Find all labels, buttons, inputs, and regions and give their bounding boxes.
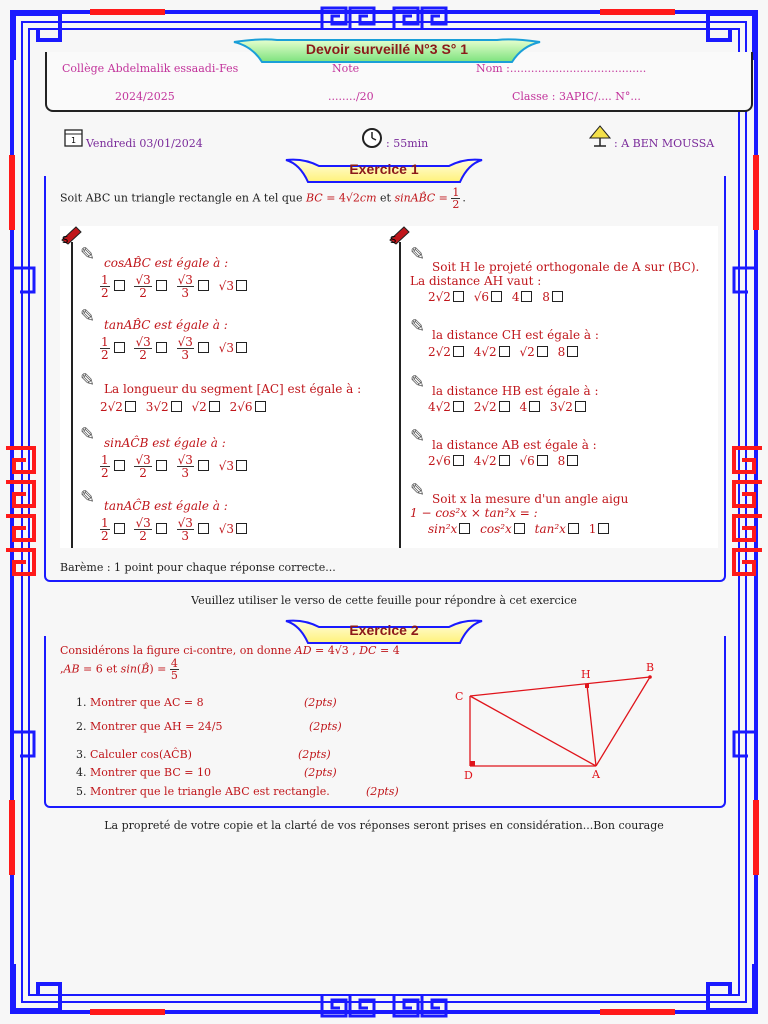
checkbox[interactable]	[552, 291, 563, 302]
item-text: Montrer que BC = 10	[90, 766, 211, 779]
checkbox[interactable]	[491, 291, 502, 302]
pencil-icon	[60, 224, 84, 246]
page-title: Devoir surveillé N°3 S° 1	[305, 41, 469, 57]
item-points: (2pts)	[366, 785, 399, 798]
checkbox[interactable]	[453, 455, 464, 466]
answer-options: 2√2 3√2 √2 2√6	[100, 400, 272, 414]
item-text: Montrer que AH = 24/5	[90, 720, 223, 733]
question-item	[76, 766, 211, 779]
calendar-icon	[64, 128, 84, 148]
label-b: B	[646, 661, 655, 674]
exercise-2-title: Exercice 2	[349, 622, 419, 638]
clock-icon	[361, 127, 383, 149]
teacher-name: : A BEN MOUSSA	[614, 137, 715, 150]
svg-text:1: 1	[70, 136, 77, 145]
answer-options: $\frac{1}{2}$ $\frac{√3}{2}$ $\frac{√3}{3}$ √3	[100, 274, 253, 299]
question-text: la distance CH est égale à :	[432, 328, 599, 342]
exam-date: Vendredi 03/01/2024	[86, 137, 203, 150]
segment-ca	[470, 696, 596, 766]
exercise-1-title: Exercice 1	[349, 161, 419, 177]
checkbox[interactable]	[575, 401, 586, 412]
checkbox[interactable]	[156, 342, 167, 353]
checkbox[interactable]	[567, 455, 578, 466]
teacher-icon	[589, 124, 611, 148]
school-year: 2024/2025	[115, 90, 175, 103]
answer-options: 4√2 2√2 4 3√2	[428, 400, 592, 414]
geometry-figure	[450, 658, 670, 788]
intro-text: Considérons la figure ci-contre, on donne	[60, 644, 292, 657]
checkbox[interactable]	[236, 280, 247, 291]
question-text: La longueur du segment [AC] est égale à :	[104, 382, 362, 396]
exercise-1-intro: Soit ABC un triangle rectangle en A tel que BC = 4√2cm et sinAB̂C = $\frac{1}{2}$ .	[60, 186, 466, 211]
question-text: tanAB̂C est égale à :	[104, 318, 228, 332]
feather-icon: ✎	[410, 316, 426, 337]
question-text-2: 1 − cos²x × tan²x = :	[410, 506, 538, 520]
answer-options: $\frac{1}{2}$ $\frac{√3}{2}$ $\frac{√3}{3}$ √3	[100, 517, 253, 542]
checkbox[interactable]	[499, 455, 510, 466]
score-field: ......../20	[328, 90, 374, 103]
feather-icon: ✎	[410, 372, 426, 393]
question-text: cosAB̂C est égale à :	[104, 256, 229, 270]
feather-icon: ✎	[410, 244, 426, 265]
answer-options: 2√6 4√2 √6 8	[428, 454, 584, 468]
checkbox[interactable]	[567, 346, 578, 357]
question-item	[76, 696, 204, 709]
feather-icon: ✎	[80, 306, 96, 327]
feather-icon: ✎	[80, 244, 96, 265]
feather-icon: ✎	[80, 424, 96, 445]
answer-options: 2√2 4√2 √2 8	[428, 345, 584, 359]
feather-icon: ✎	[410, 480, 426, 501]
verso-note: Veuillez utiliser le verso de cette feuille pour répondre à cet exercice	[191, 594, 577, 607]
checkbox[interactable]	[125, 401, 136, 412]
checkbox[interactable]	[499, 346, 510, 357]
question-text: la distance AB est égale à :	[432, 438, 597, 452]
checkbox[interactable]	[529, 401, 540, 412]
answer-options: sin²x cos²x tan²x 1	[428, 522, 615, 536]
duration: : 55min	[386, 137, 429, 150]
label-c: C	[455, 690, 464, 703]
checkbox[interactable]	[114, 280, 125, 291]
intro-text: Soit ABC un triangle rectangle en A tel que	[60, 191, 303, 205]
checkbox[interactable]	[453, 346, 464, 357]
checkbox[interactable]	[156, 460, 167, 471]
question-text: Soit x la mesure d'un angle aigu	[432, 492, 629, 506]
svg-text:S: S	[390, 235, 397, 246]
checkbox[interactable]	[568, 523, 579, 534]
footer-note: La propreté de votre copie et la clarté de vos réponses seront prises en considération...Bon courage	[104, 819, 664, 832]
label-d: D	[464, 769, 473, 782]
checkbox[interactable]	[537, 346, 548, 357]
bareme: Barème : 1 point pour chaque réponse correcte...	[60, 561, 336, 574]
checkbox[interactable]	[236, 523, 247, 534]
item-number: 3.	[76, 748, 87, 761]
exercise-2-intro: Considérons la figure ci-contre, on donne AD = 4√3 , DC = 4	[60, 644, 400, 657]
checkbox[interactable]	[521, 291, 532, 302]
checkbox[interactable]	[499, 401, 510, 412]
label-a: A	[592, 768, 600, 781]
question-text-2: La distance AH vaut :	[410, 274, 542, 288]
checkbox[interactable]	[209, 401, 220, 412]
question-text: la distance HB est égale à :	[432, 384, 599, 398]
answer-options: 2√2 √6 4 8	[428, 290, 569, 304]
pencil-icon	[388, 224, 412, 246]
item-number: 1.	[76, 696, 87, 709]
feather-icon: ✎	[80, 487, 96, 508]
checkbox[interactable]	[114, 523, 125, 534]
note-label: Note	[332, 62, 360, 75]
checkbox[interactable]	[198, 460, 209, 471]
checkbox[interactable]	[171, 401, 182, 412]
checkbox[interactable]	[114, 342, 125, 353]
checkbox[interactable]	[198, 523, 209, 534]
checkbox[interactable]	[453, 401, 464, 412]
checkbox[interactable]	[114, 460, 125, 471]
class-field: Classe : 3APIC/.... N°...	[512, 90, 641, 103]
item-number: 4.	[76, 766, 87, 779]
question-text: tanAĈB est égale à :	[104, 499, 228, 513]
question-item	[76, 720, 223, 733]
checkbox[interactable]	[236, 460, 247, 471]
segment-ah	[587, 685, 596, 766]
question-item	[76, 748, 192, 761]
question-item	[76, 785, 330, 798]
checkbox[interactable]	[156, 523, 167, 534]
qcm-right-rule	[399, 242, 401, 548]
item-number: 2.	[76, 720, 87, 733]
checkbox[interactable]	[459, 523, 470, 534]
school-name: Collège Abdelmalik essaadi-Fes	[62, 62, 239, 75]
checkbox[interactable]	[198, 342, 209, 353]
checkbox[interactable]	[255, 401, 266, 412]
checkbox[interactable]	[236, 342, 247, 353]
question-text: Soit H le projeté orthogonale de A sur (BC).	[432, 260, 700, 274]
qcm-left-rule	[71, 242, 73, 548]
feather-icon: ✎	[80, 370, 96, 391]
item-text: Montrer que le triangle ABC est rectangle.	[90, 785, 330, 798]
checkbox[interactable]	[537, 455, 548, 466]
item-points: (2pts)	[304, 696, 337, 709]
checkbox[interactable]	[598, 523, 609, 534]
svg-text:S: S	[62, 235, 69, 246]
question-text: sinAĈB est égale à :	[104, 436, 226, 450]
item-points: (2pts)	[304, 766, 337, 779]
segment-cb	[470, 677, 650, 696]
name-field: Nom :.......................................	[476, 62, 647, 75]
item-text: Calculer cos(AĈB)	[90, 748, 192, 761]
checkbox[interactable]	[198, 280, 209, 291]
label-h: H	[581, 668, 591, 681]
checkbox[interactable]	[453, 291, 464, 302]
checkbox[interactable]	[156, 280, 167, 291]
feather-icon: ✎	[410, 426, 426, 447]
item-points: (2pts)	[298, 748, 331, 761]
item-points: (2pts)	[309, 720, 342, 733]
segment-ab	[596, 677, 650, 766]
answer-options: $\frac{1}{2}$ $\frac{√3}{2}$ $\frac{√3}{3}$ √3	[100, 336, 253, 361]
answer-options: $\frac{1}{2}$ $\frac{√3}{2}$ $\frac{√3}{3}$ √3	[100, 454, 253, 479]
item-text: Montrer que AC = 8	[90, 696, 204, 709]
item-number: 5.	[76, 785, 87, 798]
exercise-2-intro-2: ,AB = 6 et sin(B̂) = $\frac{4}{5}$	[60, 657, 178, 682]
checkbox[interactable]	[514, 523, 525, 534]
